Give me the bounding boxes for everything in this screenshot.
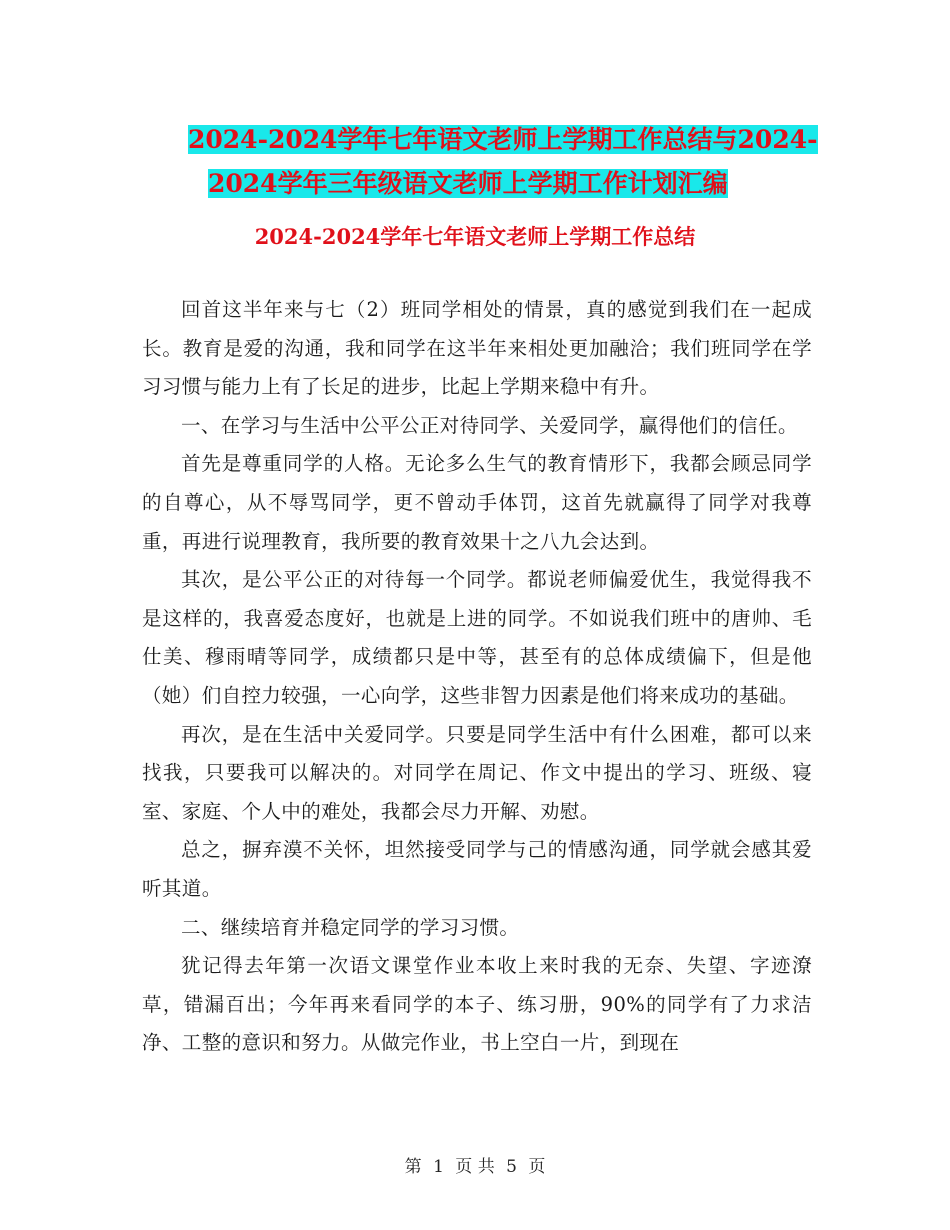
document-body bbox=[142, 291, 812, 1063]
document-title-line-2: 2024学年三年级语文老师上学期工作计划汇编 bbox=[208, 169, 728, 198]
paragraph: 再次，是在生活中关爱同学。只要是同学生活中有什么困难，都可以来找我，只要我可以解决的。对同学在周记、作文中提出的学习、班级、寝室、家庭、个人中的难处，我都会尽力开解、劝慰。 bbox=[142, 722, 812, 823]
document-title bbox=[140, 118, 820, 206]
document-title-line-1: 2024-2024学年七年语文老师上学期工作总结与2024- bbox=[188, 125, 818, 154]
paragraph: 一、在学习与生活中公平公正对待同学、关爱同学，赢得他们的信任。 bbox=[181, 413, 798, 437]
paragraph: 回首这半年来与七（2）班同学相处的情景，真的感觉到我们在一起成长。教育是爱的沟通，我和同学在这半年来相处更加融洽；我们班同学在学习习惯与能力上有了长足的进步，比起上学期来稳中有升。 bbox=[142, 298, 812, 399]
page-mid: 页 共 bbox=[455, 1157, 495, 1177]
paragraph: 二、继续培育并稳定同学的学习习惯。 bbox=[181, 915, 520, 939]
page-total: 5 bbox=[506, 1157, 517, 1177]
page-number: 1 bbox=[433, 1157, 444, 1177]
paragraph: 首先是尊重同学的人格。无论多么生气的教育情形下，我都会顾忌同学的自尊心，从不辱骂同学，更不曾动手体罚，这首先就赢得了同学对我尊重，再进行说理教育，我所要的教育效果十之八九会达到。 bbox=[142, 452, 812, 553]
paragraph: 其次，是公平公正的对待每一个同学。都说老师偏爱优生，我觉得我不是这样的，我喜爱态度好，也就是上进的同学。不如说我们班中的唐帅、毛仕美、穆雨晴等同学，成绩都只是中等，甚至有的总体成绩偏下，但是他（她）们自控力较强，一心向学，这些非智力因素是他们将来成功的基础。 bbox=[142, 568, 812, 707]
paragraph: 总之，摒弃漠不关怀，坦然接受同学与己的情感沟通，同学就会感其爱听其道。 bbox=[142, 838, 812, 900]
page-footer bbox=[0, 1152, 950, 1177]
paragraph: 犹记得去年第一次语文课堂作业本收上来时我的无奈、失望、字迹潦草，错漏百出；今年再来看同学的本子、练习册，90%的同学有了力求洁净、工整的意识和努力。从做完作业，书上空白一片，到现在 bbox=[142, 954, 812, 1055]
section-heading: 2024-2024学年七年语文老师上学期工作总结 bbox=[254, 224, 696, 249]
page-prefix: 第 bbox=[404, 1157, 422, 1177]
page-suffix: 页 bbox=[528, 1157, 546, 1177]
